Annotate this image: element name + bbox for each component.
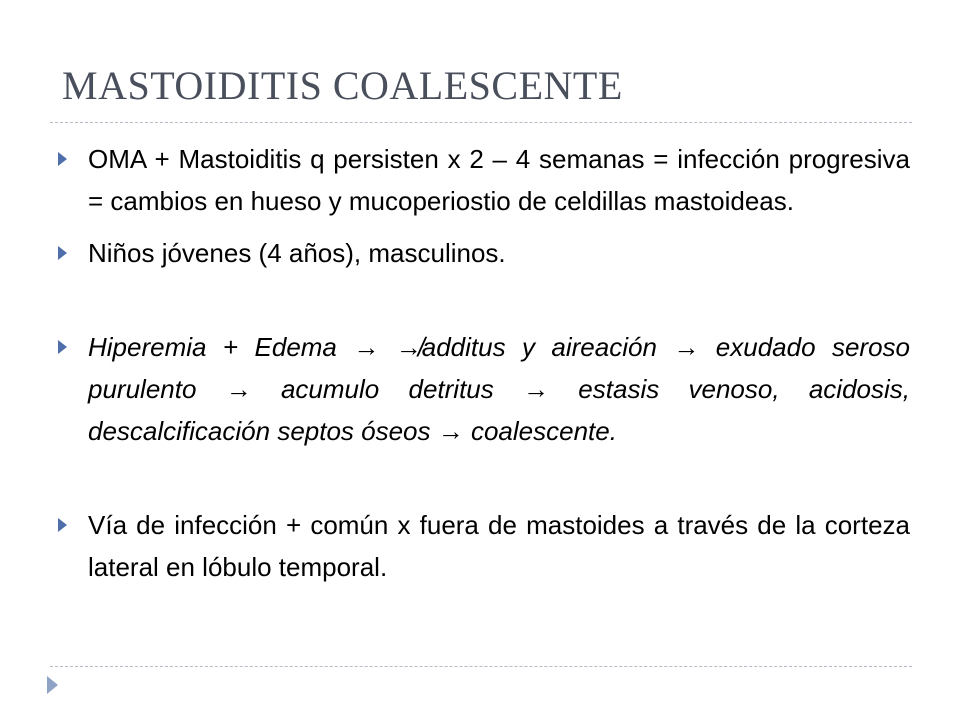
bullet-triangle-icon [58, 246, 67, 260]
bullet-text: Hiperemia + Edema → ↛additus y aireación → exudado seroso purulento → acumulo detritus → estasis venoso, acidosis, descalcificación septos óseos → coalescente. [88, 332, 910, 446]
footer-triangle-icon [47, 676, 58, 694]
footer-divider [50, 666, 912, 667]
slide-title: MASTOIDITIS COALESCENTE [62, 63, 623, 108]
bullet-triangle-icon [58, 518, 67, 532]
bullet-text: Vía de infección + común x fuera de mastoides a través de la corteza lateral en lóbulo temporal. [88, 510, 910, 582]
bullet-triangle-icon [58, 152, 67, 166]
bullet-triangle-icon [58, 340, 67, 354]
bullet-item [88, 138, 910, 222]
title-divider [50, 122, 912, 123]
bullet-item [88, 326, 910, 452]
bullet-text: OMA + Mastoiditis q persisten x 2 – 4 semanas = infección progresiva = cambios en hueso y mucoperiostio de celdillas mastoideas. [88, 144, 910, 216]
bullet-list [88, 138, 910, 588]
bullet-text: Niños jóvenes (4 años), masculinos. [88, 238, 506, 268]
bullet-item [88, 232, 910, 274]
bullet-item [88, 504, 910, 588]
